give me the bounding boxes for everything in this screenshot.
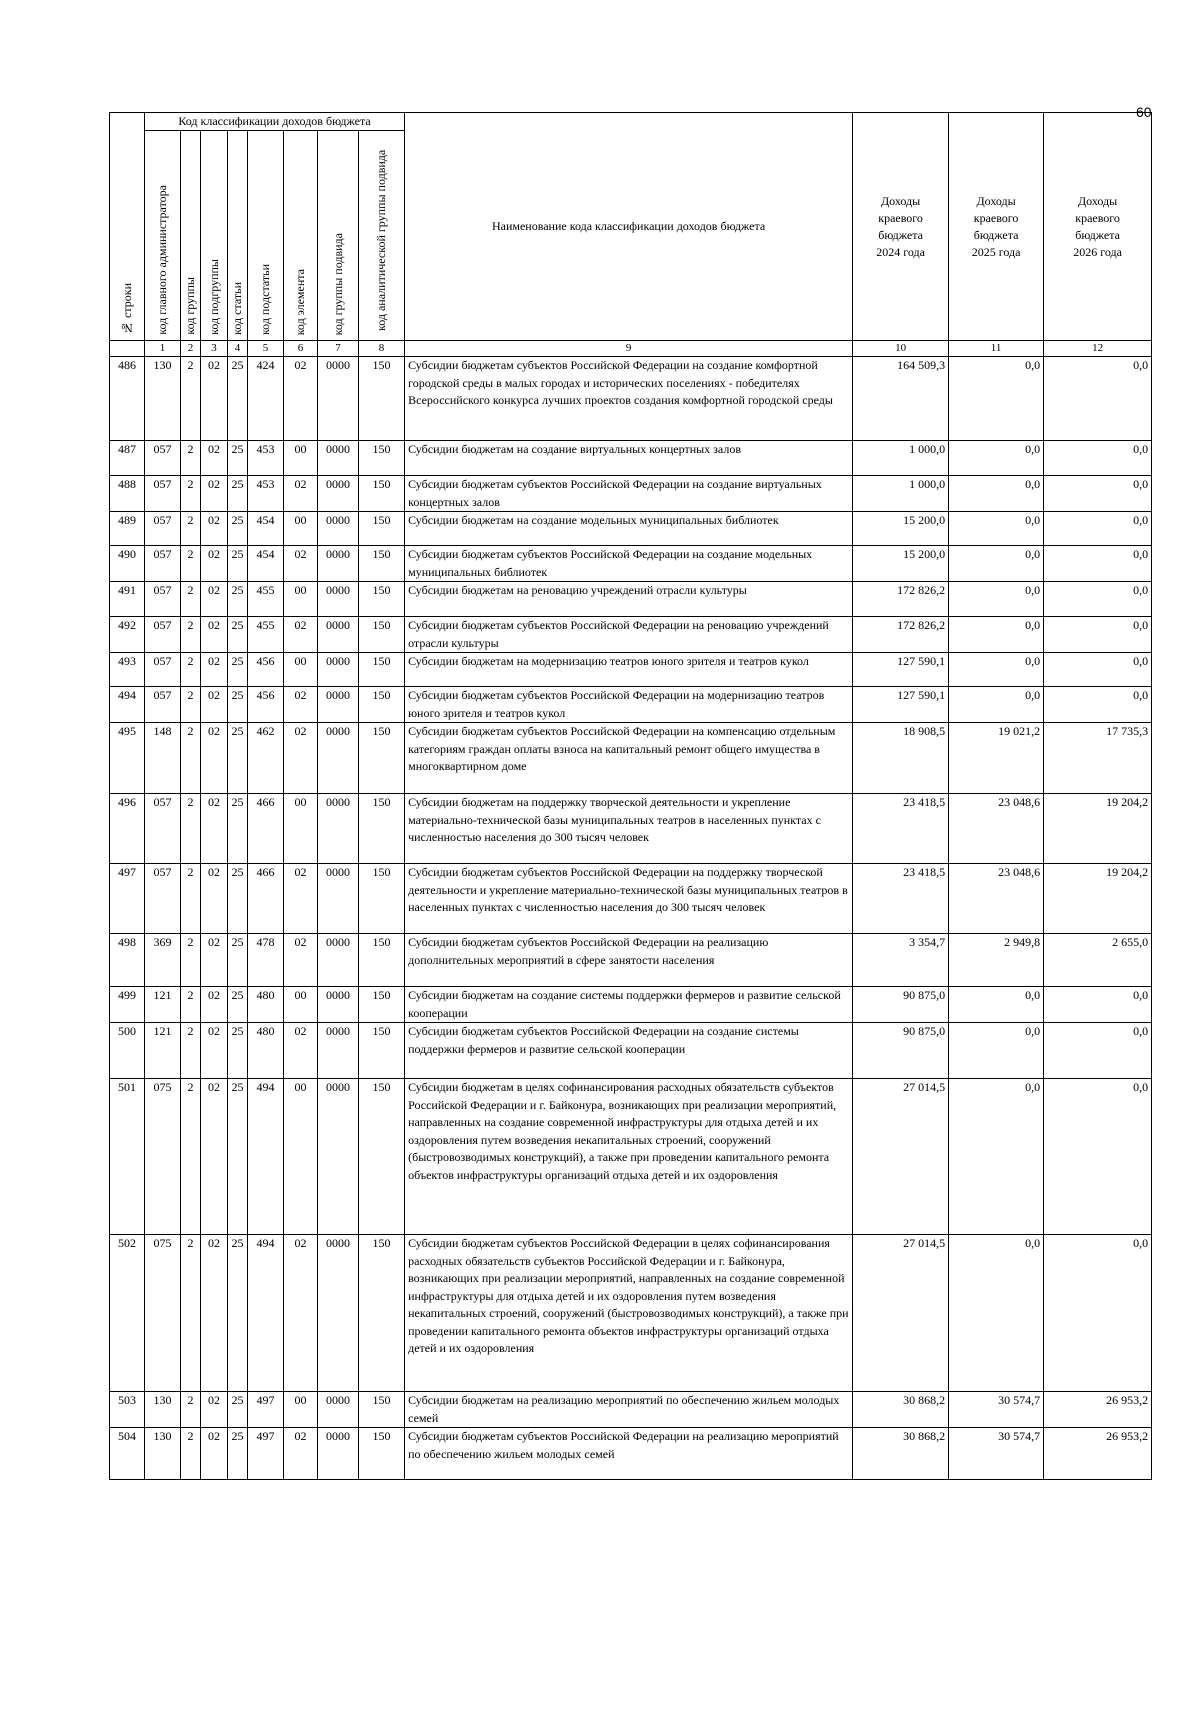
analytic-group-code-cell: 150	[359, 723, 405, 794]
income-name-cell: Субсидии бюджетам на создание виртуальных концертных залов	[405, 441, 853, 476]
table-row	[110, 687, 1152, 723]
group-code-cell: 2	[181, 987, 201, 1023]
column-number: 6	[284, 341, 318, 357]
table-row	[110, 357, 1152, 441]
article-code-cell: 25	[228, 357, 248, 441]
analytic-group-code-cell: 150	[359, 357, 405, 441]
income-2025-cell: 0,0	[949, 1235, 1044, 1392]
income-2024-cell: 30 868,2	[853, 1428, 949, 1480]
row-number-cell: 488	[110, 476, 145, 512]
element-code-cell: 02	[284, 1428, 318, 1480]
article-code-cell: 25	[228, 1023, 248, 1079]
article-code-cell: 25	[228, 546, 248, 582]
income-2025-cell: 30 574,7	[949, 1392, 1044, 1428]
row-number-cell: 498	[110, 934, 145, 987]
subarticle-code-cell: 456	[248, 653, 284, 687]
row-number-cell: 489	[110, 512, 145, 546]
element-code-cell: 00	[284, 1079, 318, 1235]
income-name-cell: Субсидии бюджетам субъектов Российской Федерации на создание виртуальных концертных залов	[405, 476, 853, 512]
admin-code-cell: 057	[145, 653, 181, 687]
income-2026-cell: 0,0	[1044, 1023, 1152, 1079]
analytic-group-code-cell: 150	[359, 1235, 405, 1392]
income-2024-cell: 27 014,5	[853, 1079, 949, 1235]
subarticle-code-cell: 456	[248, 687, 284, 723]
element-code-cell: 00	[284, 512, 318, 546]
article-code-cell: 25	[228, 1428, 248, 1480]
table-row	[110, 546, 1152, 582]
income-2025-cell: 0,0	[949, 582, 1044, 617]
row-number-cell: 494	[110, 687, 145, 723]
row-number-cell: 503	[110, 1392, 145, 1428]
admin-code-cell: 075	[145, 1235, 181, 1392]
element-code-cell: 00	[284, 794, 318, 864]
analytic-group-code-cell: 150	[359, 794, 405, 864]
subgroup-code-cell: 02	[201, 357, 228, 441]
income-2026-cell: 0,0	[1044, 1079, 1152, 1235]
income-2026-cell: 2 655,0	[1044, 934, 1152, 987]
article-code-cell: 25	[228, 864, 248, 934]
subarticle-code-cell: 462	[248, 723, 284, 794]
table-row	[110, 582, 1152, 617]
row-number-cell: 504	[110, 1428, 145, 1480]
income-2024-cell: 172 826,2	[853, 617, 949, 653]
element-code-cell: 00	[284, 987, 318, 1023]
element-code-cell: 02	[284, 357, 318, 441]
element-code-cell: 02	[284, 617, 318, 653]
income-name-cell: Субсидии бюджетам субъектов Российской Федерации на модернизацию театров юного зрителя и театров кукол	[405, 687, 853, 723]
group-code-cell: 2	[181, 1392, 201, 1428]
column-numbers-row	[110, 341, 1152, 357]
admin-code-cell: 057	[145, 441, 181, 476]
income-name-cell: Субсидии бюджетам субъектов Российской Федерации в целях софинансирования расходных обязательств субъектов Российской Федерации и г. Байконура, возникающих при реализации мероприятий, направленных на создание современной инфраструктуры для отдыха детей и их оздоровления путем возведения некапитальных строений, сооружений (быстровозводимых конструкций), а также при проведении капитального ремонта объектов инфраструктуры организаций отдыха детей и их оздоровления	[405, 1235, 853, 1392]
element-code-cell: 00	[284, 441, 318, 476]
income-name-cell: Субсидии бюджетам субъектов Российской Федерации на поддержку творческой деятельности и укрепление материально-технической базы муниципальных театров в населенных пунктах с численностью населения до 300 тысяч человек	[405, 864, 853, 934]
income-2024-cell: 15 200,0	[853, 512, 949, 546]
income-name-cell: Субсидии бюджетам субъектов Российской Федерации на компенсацию отдельным категориям граждан оплаты взноса на капитальный ремонт общего имущества в многоквартирном доме	[405, 723, 853, 794]
group-code-cell: 2	[181, 476, 201, 512]
income-2024-cell: 90 875,0	[853, 1023, 949, 1079]
income-2024-cell: 18 908,5	[853, 723, 949, 794]
subgroup-code-cell: 02	[201, 653, 228, 687]
element-code-cell: 02	[284, 687, 318, 723]
analytic-group-code-cell: 150	[359, 987, 405, 1023]
article-code-cell: 25	[228, 617, 248, 653]
table-header	[110, 113, 1152, 357]
income-2025-cell: 0,0	[949, 1079, 1044, 1235]
admin-code-cell: 369	[145, 934, 181, 987]
name-column-header: Наименование кода классификации доходов бюджета	[405, 113, 853, 341]
subarticle-code-cell: 424	[248, 357, 284, 441]
group-code-cell: 2	[181, 653, 201, 687]
subarticle-code-header: код подстатьи	[248, 131, 284, 341]
article-code-cell: 25	[228, 653, 248, 687]
income-2026-cell: 0,0	[1044, 687, 1152, 723]
row-number-cell: 487	[110, 441, 145, 476]
article-code-cell: 25	[228, 934, 248, 987]
admin-code-cell: 130	[145, 1428, 181, 1480]
income-name-cell: Субсидии бюджетам субъектов Российской Федерации на реализацию мероприятий по обеспечению жильем молодых семей	[405, 1428, 853, 1480]
subgroup-code-cell: 02	[201, 512, 228, 546]
subarticle-code-cell: 455	[248, 582, 284, 617]
income-name-cell: Субсидии бюджетам на создание модельных муниципальных библиотек	[405, 512, 853, 546]
income-2026-cell: 0,0	[1044, 987, 1152, 1023]
subgroup-code-cell: 02	[201, 617, 228, 653]
article-code-cell: 25	[228, 1392, 248, 1428]
admin-code-cell: 057	[145, 546, 181, 582]
column-number: 9	[405, 341, 853, 357]
column-number: 10	[853, 341, 949, 357]
subgroup-code-cell: 02	[201, 582, 228, 617]
income-2024-cell: 1 000,0	[853, 441, 949, 476]
column-number: 3	[201, 341, 228, 357]
analytic-group-code-cell: 150	[359, 1428, 405, 1480]
income-2025-cell: 19 021,2	[949, 723, 1044, 794]
row-number-header: № строки	[110, 113, 145, 341]
analytic-group-code-cell: 150	[359, 441, 405, 476]
table-row	[110, 653, 1152, 687]
group-code-cell: 2	[181, 934, 201, 987]
subgroup-code-cell: 02	[201, 476, 228, 512]
row-number-cell: 490	[110, 546, 145, 582]
article-code-cell: 25	[228, 723, 248, 794]
income-name-cell: Субсидии бюджетам субъектов Российской Федерации на создание системы поддержки фермеров и развитие сельской кооперации	[405, 1023, 853, 1079]
article-code-cell: 25	[228, 476, 248, 512]
column-number	[110, 341, 145, 357]
admin-code-cell: 121	[145, 987, 181, 1023]
element-code-cell: 02	[284, 546, 318, 582]
subtype-group-code-cell: 0000	[318, 546, 359, 582]
subgroup-code-cell: 02	[201, 1428, 228, 1480]
income-2025-cell: 0,0	[949, 441, 1044, 476]
analytic-group-code-cell: 150	[359, 546, 405, 582]
group-code-cell: 2	[181, 1079, 201, 1235]
subtype-group-code-cell: 0000	[318, 723, 359, 794]
admin-code-cell: 130	[145, 357, 181, 441]
element-code-cell: 00	[284, 1392, 318, 1428]
group-code-cell: 2	[181, 1023, 201, 1079]
subtype-group-code-cell: 0000	[318, 1392, 359, 1428]
article-code-cell: 25	[228, 794, 248, 864]
article-code-cell: 25	[228, 512, 248, 546]
income-name-cell: Субсидии бюджетам на поддержку творческой деятельности и укрепление материально-технической базы муниципальных театров в населенных пунктах с численностью населения до 300 тысяч человек	[405, 794, 853, 864]
subgroup-code-cell: 02	[201, 1392, 228, 1428]
income-2025-cell: 23 048,6	[949, 864, 1044, 934]
row-number-cell: 501	[110, 1079, 145, 1235]
subarticle-code-cell: 497	[248, 1428, 284, 1480]
table-row	[110, 1392, 1152, 1428]
subtype-group-code-cell: 0000	[318, 512, 359, 546]
income-2026-cell: 17 735,3	[1044, 723, 1152, 794]
row-number-cell: 500	[110, 1023, 145, 1079]
group-code-cell: 2	[181, 546, 201, 582]
group-code-cell: 2	[181, 687, 201, 723]
analytic-group-code-cell: 150	[359, 687, 405, 723]
article-code-cell: 25	[228, 582, 248, 617]
subarticle-code-cell: 494	[248, 1079, 284, 1235]
subtype-group-code-cell: 0000	[318, 653, 359, 687]
table-row	[110, 723, 1152, 794]
subtype-group-code-cell: 0000	[318, 1023, 359, 1079]
row-number-cell: 502	[110, 1235, 145, 1392]
income-2026-cell: 19 204,2	[1044, 864, 1152, 934]
subgroup-code-cell: 02	[201, 1235, 228, 1392]
income-name-cell: Субсидии бюджетам на модернизацию театров юного зрителя и театров кукол	[405, 653, 853, 687]
analytic-group-code-cell: 150	[359, 1023, 405, 1079]
income-2026-cell: 26 953,2	[1044, 1428, 1152, 1480]
admin-code-cell: 057	[145, 512, 181, 546]
income-2026-cell: 0,0	[1044, 512, 1152, 546]
admin-code-cell: 057	[145, 687, 181, 723]
subarticle-code-cell: 497	[248, 1392, 284, 1428]
analytic-group-code-header: код аналитической группы подвида	[359, 131, 405, 341]
income-2025-cell: 30 574,7	[949, 1428, 1044, 1480]
subarticle-code-cell: 478	[248, 934, 284, 987]
subtype-group-code-cell: 0000	[318, 1428, 359, 1480]
income-2025-cell: 0,0	[949, 687, 1044, 723]
row-number-cell: 499	[110, 987, 145, 1023]
subtype-group-code-cell: 0000	[318, 357, 359, 441]
admin-code-cell: 057	[145, 617, 181, 653]
table-row	[110, 1428, 1152, 1480]
subtype-group-code-cell: 0000	[318, 582, 359, 617]
income-2026-cell: 0,0	[1044, 441, 1152, 476]
income-2024-cell: 15 200,0	[853, 546, 949, 582]
subarticle-code-cell: 453	[248, 476, 284, 512]
row-number-cell: 493	[110, 653, 145, 687]
subarticle-code-cell: 466	[248, 794, 284, 864]
income-name-cell: Субсидии бюджетам субъектов Российской Федерации на создание комфортной городской среды в малых городах и исторических поселениях - победителях Всероссийского конкурса лучших проектов создания комфортной городской среды	[405, 357, 853, 441]
element-code-cell: 00	[284, 653, 318, 687]
income-2024-cell: 164 509,3	[853, 357, 949, 441]
income-2024-header: Доходы краевого бюджета 2024 года	[853, 113, 949, 341]
income-2024-cell: 30 868,2	[853, 1392, 949, 1428]
income-2025-cell: 23 048,6	[949, 794, 1044, 864]
subtype-group-code-cell: 0000	[318, 441, 359, 476]
income-2025-cell: 0,0	[949, 546, 1044, 582]
subtype-group-code-cell: 0000	[318, 687, 359, 723]
element-code-cell: 02	[284, 864, 318, 934]
group-code-header: код группы	[181, 131, 201, 341]
analytic-group-code-cell: 150	[359, 476, 405, 512]
group-code-cell: 2	[181, 1235, 201, 1392]
subtype-group-code-cell: 0000	[318, 864, 359, 934]
income-2026-cell: 0,0	[1044, 582, 1152, 617]
table-row	[110, 617, 1152, 653]
column-number: 4	[228, 341, 248, 357]
subtype-group-code-header: код группы подвида	[318, 131, 359, 341]
income-2026-cell: 0,0	[1044, 1235, 1152, 1392]
income-2025-cell: 2 949,8	[949, 934, 1044, 987]
table-row	[110, 1023, 1152, 1079]
classification-code-group-header: Код классификации доходов бюджета	[145, 113, 405, 131]
income-name-cell: Субсидии бюджетам в целях софинансирования расходных обязательств субъектов Российской Федерации и г. Байконура, возникающих при реализации мероприятий, направленных на создание современной инфраструктуры для отдыха детей и их оздоровления путем возведения некапитальных строений, сооружений (быстровозводимых конструкций), а также при проведении капитального ремонта объектов инфраструктуры организаций отдыха детей и их оздоровления	[405, 1079, 853, 1235]
analytic-group-code-cell: 150	[359, 653, 405, 687]
subarticle-code-cell: 454	[248, 512, 284, 546]
subgroup-code-cell: 02	[201, 723, 228, 794]
subgroup-code-cell: 02	[201, 441, 228, 476]
income-2024-cell: 23 418,5	[853, 794, 949, 864]
page-number: 60	[1136, 104, 1152, 120]
article-code-cell: 25	[228, 441, 248, 476]
article-code-cell: 25	[228, 987, 248, 1023]
admin-code-cell: 057	[145, 582, 181, 617]
income-2024-cell: 127 590,1	[853, 653, 949, 687]
element-code-cell: 02	[284, 476, 318, 512]
admin-code-cell: 057	[145, 864, 181, 934]
income-name-cell: Субсидии бюджетам субъектов Российской Федерации на создание модельных муниципальных библиотек	[405, 546, 853, 582]
admin-code-cell: 057	[145, 476, 181, 512]
subgroup-code-cell: 02	[201, 987, 228, 1023]
analytic-group-code-cell: 150	[359, 934, 405, 987]
subgroup-code-cell: 02	[201, 546, 228, 582]
analytic-group-code-cell: 150	[359, 1392, 405, 1428]
subtype-group-code-cell: 0000	[318, 1235, 359, 1392]
article-code-cell: 25	[228, 1079, 248, 1235]
column-number: 7	[318, 341, 359, 357]
income-2026-cell: 19 204,2	[1044, 794, 1152, 864]
subarticle-code-cell: 453	[248, 441, 284, 476]
group-code-cell: 2	[181, 512, 201, 546]
element-code-header: код элемента	[284, 131, 318, 341]
income-2024-cell: 172 826,2	[853, 582, 949, 617]
income-name-cell: Субсидии бюджетам на создание системы поддержки фермеров и развитие сельской кооперации	[405, 987, 853, 1023]
subgroup-code-cell: 02	[201, 1079, 228, 1235]
income-2024-cell: 23 418,5	[853, 864, 949, 934]
subarticle-code-cell: 454	[248, 546, 284, 582]
table-body	[110, 357, 1152, 1480]
subgroup-code-header: код подгруппы	[201, 131, 228, 341]
column-number: 11	[949, 341, 1044, 357]
analytic-group-code-cell: 150	[359, 617, 405, 653]
group-code-cell: 2	[181, 441, 201, 476]
row-number-cell: 497	[110, 864, 145, 934]
subarticle-code-cell: 455	[248, 617, 284, 653]
income-2025-cell: 0,0	[949, 512, 1044, 546]
income-2026-cell: 0,0	[1044, 617, 1152, 653]
element-code-cell: 02	[284, 934, 318, 987]
admin-code-cell: 057	[145, 794, 181, 864]
analytic-group-code-cell: 150	[359, 512, 405, 546]
group-code-cell: 2	[181, 723, 201, 794]
column-number: 1	[145, 341, 181, 357]
subarticle-code-cell: 494	[248, 1235, 284, 1392]
element-code-cell: 02	[284, 1235, 318, 1392]
analytic-group-code-cell: 150	[359, 864, 405, 934]
article-code-header: код статьи	[228, 131, 248, 341]
subtype-group-code-cell: 0000	[318, 476, 359, 512]
subtype-group-code-cell: 0000	[318, 794, 359, 864]
income-2026-cell: 0,0	[1044, 546, 1152, 582]
column-number: 8	[359, 341, 405, 357]
group-code-cell: 2	[181, 864, 201, 934]
admin-code-cell: 075	[145, 1079, 181, 1235]
article-code-cell: 25	[228, 1235, 248, 1392]
income-2025-cell: 0,0	[949, 1023, 1044, 1079]
income-2024-cell: 90 875,0	[853, 987, 949, 1023]
element-code-cell: 00	[284, 582, 318, 617]
row-number-cell: 495	[110, 723, 145, 794]
group-code-cell: 2	[181, 617, 201, 653]
row-number-cell: 492	[110, 617, 145, 653]
admin-code-cell: 121	[145, 1023, 181, 1079]
admin-code-cell: 148	[145, 723, 181, 794]
subtype-group-code-cell: 0000	[318, 987, 359, 1023]
table-row	[110, 934, 1152, 987]
table-row	[110, 864, 1152, 934]
subarticle-code-cell: 466	[248, 864, 284, 934]
income-2024-cell: 1 000,0	[853, 476, 949, 512]
element-code-cell: 02	[284, 1023, 318, 1079]
column-number: 5	[248, 341, 284, 357]
income-2024-cell: 27 014,5	[853, 1235, 949, 1392]
table-row	[110, 794, 1152, 864]
subarticle-code-cell: 480	[248, 987, 284, 1023]
article-code-cell: 25	[228, 687, 248, 723]
group-code-cell: 2	[181, 582, 201, 617]
income-name-cell: Субсидии бюджетам субъектов Российской Федерации на реновацию учреждений отрасли культуры	[405, 617, 853, 653]
group-code-cell: 2	[181, 794, 201, 864]
income-2026-cell: 0,0	[1044, 357, 1152, 441]
income-2025-cell: 0,0	[949, 987, 1044, 1023]
table-row	[110, 512, 1152, 546]
column-number: 12	[1044, 341, 1152, 357]
income-2025-cell: 0,0	[949, 617, 1044, 653]
analytic-group-code-cell: 150	[359, 582, 405, 617]
subtype-group-code-cell: 0000	[318, 617, 359, 653]
table-row	[110, 1235, 1152, 1392]
subarticle-code-cell: 480	[248, 1023, 284, 1079]
row-number-cell: 496	[110, 794, 145, 864]
subgroup-code-cell: 02	[201, 794, 228, 864]
income-name-cell: Субсидии бюджетам на реновацию учреждений отрасли культуры	[405, 582, 853, 617]
income-2025-header: Доходы краевого бюджета 2025 года	[949, 113, 1044, 341]
income-2026-header: Доходы краевого бюджета 2026 года	[1044, 113, 1152, 341]
subtype-group-code-cell: 0000	[318, 934, 359, 987]
subgroup-code-cell: 02	[201, 687, 228, 723]
element-code-cell: 02	[284, 723, 318, 794]
income-2025-cell: 0,0	[949, 357, 1044, 441]
table-row	[110, 1079, 1152, 1235]
column-number: 2	[181, 341, 201, 357]
income-2026-cell: 26 953,2	[1044, 1392, 1152, 1428]
analytic-group-code-cell: 150	[359, 1079, 405, 1235]
subgroup-code-cell: 02	[201, 1023, 228, 1079]
table-row	[110, 441, 1152, 476]
subgroup-code-cell: 02	[201, 934, 228, 987]
income-2026-cell: 0,0	[1044, 476, 1152, 512]
subtype-group-code-cell: 0000	[318, 1079, 359, 1235]
income-2024-cell: 3 354,7	[853, 934, 949, 987]
table-row	[110, 476, 1152, 512]
income-2026-cell: 0,0	[1044, 653, 1152, 687]
income-2024-cell: 127 590,1	[853, 687, 949, 723]
income-2025-cell: 0,0	[949, 653, 1044, 687]
income-2025-cell: 0,0	[949, 476, 1044, 512]
subgroup-code-cell: 02	[201, 864, 228, 934]
row-number-cell: 491	[110, 582, 145, 617]
group-code-cell: 2	[181, 1428, 201, 1480]
group-code-cell: 2	[181, 357, 201, 441]
admin-code-header: код главного администратора	[145, 131, 181, 341]
row-number-cell: 486	[110, 357, 145, 441]
income-name-cell: Субсидии бюджетам на реализацию мероприятий по обеспечению жильем молодых семей	[405, 1392, 853, 1428]
admin-code-cell: 130	[145, 1392, 181, 1428]
income-name-cell: Субсидии бюджетам субъектов Российской Федерации на реализацию дополнительных мероприятий в сфере занятости населения	[405, 934, 853, 987]
budget-income-table	[109, 112, 1152, 1480]
table-row	[110, 987, 1152, 1023]
